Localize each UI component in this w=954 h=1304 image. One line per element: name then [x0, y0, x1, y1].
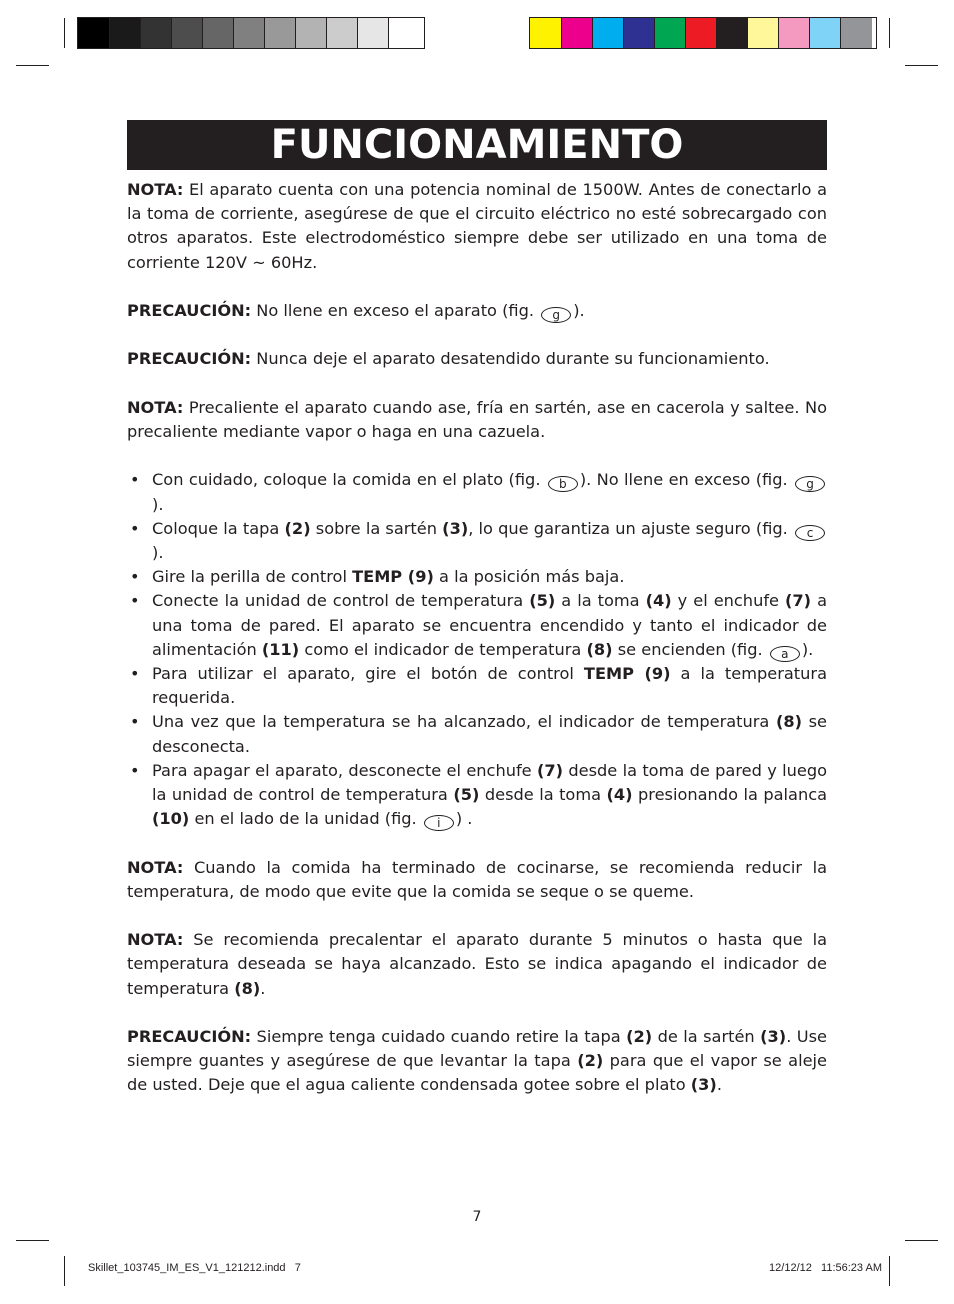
grayscale-bar — [77, 17, 425, 49]
item-text: Conecte la unidad de control de temperatura — [152, 591, 530, 611]
swatch — [234, 18, 265, 48]
note-text: Se recomienda precalentar el aparato durante 5 minutos o hasta que la temperatura deseada se haya alcanzado. Esto se indica apagando el indicador de temperatura — [127, 930, 827, 998]
bullet-icon: • — [130, 567, 140, 587]
swatch — [172, 18, 203, 48]
item-text: Para utilizar el aparato, gire el botón de control — [152, 664, 584, 683]
crop-mark — [64, 1256, 65, 1286]
item-text: sobre la sartén — [310, 518, 443, 538]
swatch — [624, 18, 655, 48]
bullet-icon: • — [130, 664, 140, 683]
crop-mark — [889, 1256, 890, 1286]
item-text: desde la toma — [479, 785, 607, 805]
caution-text: Siempre tenga cuidado cuando retire la tapa — [251, 1027, 627, 1046]
part-number: (4) — [645, 591, 672, 611]
note-label: NOTA: — [127, 397, 184, 417]
crop-mark — [905, 65, 938, 66]
swatch — [655, 18, 686, 48]
section-title-bar — [127, 120, 827, 170]
caution-paragraph — [127, 1025, 827, 1098]
caution-label: PRECAUCIÓN: — [127, 1027, 252, 1046]
caution-text: . — [716, 1075, 722, 1095]
page-title: FUNCIONAMIENTO — [270, 122, 684, 168]
item-text: a la temperatura requerida. — [152, 664, 827, 708]
part-number: (2) — [284, 518, 311, 538]
figure-reference-icon: a — [770, 646, 800, 662]
swatch — [327, 18, 358, 48]
item-text: a la posición más baja. — [433, 567, 625, 587]
list-item — [127, 759, 827, 832]
swatch — [748, 18, 779, 48]
caution-text: de la sartén — [652, 1027, 761, 1046]
list-item — [127, 710, 827, 758]
item-text: ) . — [455, 809, 473, 829]
swatch — [358, 18, 389, 48]
item-text: desde la toma de pared y luego la unidad de control de temperatura — [152, 760, 828, 805]
figure-reference-icon: b — [548, 476, 578, 492]
swatch — [530, 18, 562, 48]
item-text: en el lado de la unidad (fig. — [189, 809, 422, 829]
note-label: NOTA: — [127, 180, 184, 199]
caution-label: PRECAUCIÓN: — [127, 301, 252, 320]
swatch — [686, 18, 717, 48]
part-number: (5) — [453, 785, 480, 805]
swatch — [110, 18, 141, 48]
part-number: (7) — [536, 760, 564, 780]
item-text: Gire la perilla de control — [152, 567, 353, 587]
item-text: Una vez que la temperatura se ha alcanzado, el indicador de temperatura — [152, 712, 776, 732]
crop-mark — [16, 1240, 49, 1241]
note-text: Cuando la comida ha terminado de cocinarse, se recomienda reducir la temperatura, de modo que evite que la comida se seque o se queme. — [127, 857, 827, 901]
swatch — [389, 18, 420, 48]
item-text: Para apagar el aparato, desconecte el enchufe — [152, 760, 537, 780]
page-number: 7 — [472, 1209, 482, 1225]
caution-paragraph — [127, 299, 827, 323]
part-number: (3) — [442, 518, 469, 538]
note-paragraph — [127, 928, 827, 1001]
bullet-icon: • — [130, 591, 140, 611]
list-item — [127, 517, 827, 565]
process-color-bar — [529, 17, 877, 49]
footer-timestamp: 12/12/12 11:56:23 AM — [769, 1262, 882, 1274]
part-number: TEMP (9) — [352, 567, 434, 587]
item-text: como el indicador de temperatura — [299, 639, 587, 659]
caution-text: No llene en exceso el aparato (fig. — [251, 301, 540, 320]
swatch — [810, 18, 841, 48]
swatch — [841, 18, 872, 48]
note-paragraph — [127, 856, 827, 904]
crop-mark — [889, 18, 890, 48]
note-label: NOTA: — [127, 857, 184, 877]
part-number: (4) — [606, 785, 633, 805]
crop-mark — [16, 65, 49, 66]
item-text: a una toma de pared. El aparato se encuentra encendido y tanto el indicador de alimentación — [152, 591, 827, 659]
swatch — [296, 18, 327, 48]
swatch — [141, 18, 172, 48]
crop-mark — [905, 1240, 938, 1241]
caution-label: PRECAUCIÓN: — [127, 349, 252, 369]
part-number: (11) — [261, 639, 300, 659]
caution-text: . Use siempre guantes y asegúrese de que levantar la tapa — [127, 1027, 827, 1071]
figure-reference-icon: c — [795, 525, 825, 541]
bullet-icon: • — [130, 518, 140, 538]
item-text: Con cuidado, coloque la comida en el plato (fig. — [152, 470, 546, 490]
item-text: ). — [152, 494, 164, 514]
swatch — [265, 18, 296, 48]
list-item — [127, 589, 827, 662]
bullet-icon: • — [130, 470, 140, 490]
item-text: ). — [152, 542, 164, 562]
figure-reference-icon: g — [541, 307, 571, 323]
instructions-content — [127, 178, 827, 1122]
part-number: (7) — [785, 591, 812, 611]
swatch — [562, 18, 593, 48]
note-text: El aparato cuenta con una potencia nominal de 1500W. Antes de conectarlo a la toma de corriente, asegúrese de que el circuito eléctrico no esté sobrecargado con otros aparatos. Este electrodoméstico siempre debe ser utilizado en una toma de corriente 120V ~ 60Hz. — [127, 180, 827, 272]
part-number: (3) — [690, 1075, 717, 1095]
swatch — [203, 18, 234, 48]
note-text: . — [260, 978, 266, 998]
part-number: (10) — [152, 809, 190, 829]
item-text: , lo que garantiza un ajuste seguro (fig. — [468, 518, 793, 538]
swatch — [717, 18, 748, 48]
item-text: se encienden (fig. — [612, 639, 768, 659]
note-paragraph — [127, 178, 827, 275]
swatch — [593, 18, 624, 48]
bullet-icon: • — [130, 712, 140, 732]
note-text: Precaliente el aparato cuando ase, fría en sartén, ase en cacerola y saltee. No precaliente mediante vapor o haga en una cazuela. — [127, 397, 827, 441]
item-text: se desconecta. — [152, 712, 827, 756]
item-text: presionando la palanca — [632, 785, 828, 805]
caution-text: Nunca deje el aparato desatendido durante su funcionamiento. — [251, 349, 770, 369]
part-number: (2) — [626, 1027, 653, 1046]
swatch — [779, 18, 810, 48]
footer-filename: Skillet_103745_IM_ES_V1_121212.indd 7 — [88, 1262, 301, 1274]
part-number: (8) — [775, 712, 802, 732]
note-paragraph — [127, 396, 827, 444]
bullet-icon: • — [130, 760, 140, 780]
item-text: a la toma — [555, 591, 646, 611]
part-number: TEMP (9) — [583, 664, 671, 683]
figure-reference-icon: i — [424, 815, 454, 831]
part-number: (3) — [760, 1027, 787, 1046]
part-number: (8) — [586, 639, 613, 659]
part-number: (2) — [577, 1051, 604, 1071]
caution-text: ). — [573, 301, 585, 320]
caution-text: para que el vapor se aleje de usted. Deje que el agua caliente condensada gotee sobre el plato — [127, 1051, 828, 1095]
list-item — [127, 662, 827, 710]
item-text: y el enchufe — [671, 591, 785, 611]
crop-mark — [64, 18, 65, 48]
list-item — [127, 565, 827, 589]
item-text: ). — [801, 639, 814, 659]
item-text: ). No llene en exceso (fig. — [579, 470, 793, 490]
caution-paragraph — [127, 347, 827, 371]
item-text: Coloque la tapa — [152, 518, 285, 538]
part-number: (5) — [529, 591, 556, 611]
figure-reference-icon: g — [795, 476, 825, 492]
instruction-list — [127, 468, 827, 831]
list-item — [127, 468, 827, 516]
part-number: (8) — [234, 978, 261, 998]
note-label: NOTA: — [127, 930, 184, 950]
swatch — [78, 18, 110, 48]
